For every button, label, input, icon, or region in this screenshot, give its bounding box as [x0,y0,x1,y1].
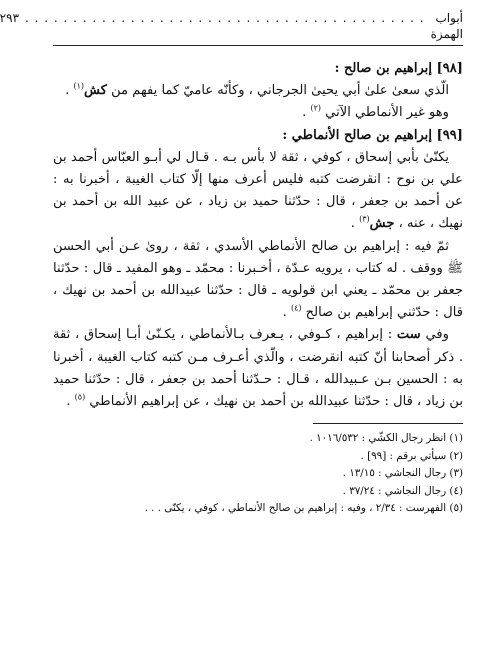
footnote-ref-1[interactable]: (١) [73,81,85,91]
entry-99-text-2: ثمّ فيه : إبراهيم بن صالح الأنماطي الأسدي ، ثقة ، روىٰ عـن أبي الحسن ﷺ ووقف . له كتاب ، يرويه عـدّة ، أخـبرنا : محمّد ـ وهو المفيد ـ قال : حدّثنا جعفر بن محمّد ـ يعني ابن قولويه ـ قال : حدّثنا عبيدالله بن أحمد بن نهيك ، قال : حدّثني إبراهيم بن صالح [53,238,463,321]
page-number: ٢٩٣ [0,11,20,25]
running-head [0,10,463,46]
running-head-leader-dots: . . . . . . . . . . . . . . . . . . . . . . . . . . . . . . . . . . . . . . . . . . [25,11,425,25]
entry-98-note-text: وهو غير الأنماطي الآتي [321,105,449,121]
main-text [53,58,463,413]
entry-99-end: . [66,394,75,410]
footnote-divider [313,423,463,424]
entry-99-source-jash: جش [369,216,395,232]
footnote-ref-5[interactable]: (٥) [74,392,86,402]
entry-99-heading: [٩٩] إبراهيم بن صالح الأنماطي : [282,127,463,143]
entry-98-heading: [٩٨] إبراهيم بن صالح : [334,61,463,76]
footnotes [53,430,463,518]
entry-99-paragraph-2: ثمّ فيه : إبراهيم بن صالح الأنماطي الأسدي ، ثقة ، روىٰ عـن أبي الحسن ﷺ ووقف . له كتاب ، يرويه عـدّة ، أخـبرنا : محمّد ـ وهو المفيد ـ قال : حدّثنا جعفر بن محمّد ـ يعني ابن قولويه ـ قال : حدّثنا عبيدالله بن أحمد بن نهيك ، قال : حدّثني إبراهيم بن صالح $^{(٤)}$ . [53,238,463,321]
footnote-ref-2[interactable]: (٢) [310,104,322,114]
entry-99-source-sat: ست [396,327,421,343]
page [0,10,463,650]
footnote-ref-3[interactable]: (٣) [359,215,370,225]
footnote-3: (٣) رجال النجاشي : ١٣/١٥ . [342,467,463,480]
footnote-ref-4[interactable]: (٤) [290,303,302,313]
footnote-2: (٢) سيأتي برقم : [٩٩] . [360,449,463,462]
entry-99-paragraph-3 [53,324,463,413]
footnote-5: (٥) الفهرست : ٢/٣٤ ، وفيه : إبراهيم بن صالح الأنماطي ، كوفي ، يكنّى . . . [144,502,463,515]
entry-98-note: وهو غير الأنماطي الآتي $^{(٢)}$ . [302,104,449,121]
entry-98-text: الّذي سعىٰ علىٰ أبي يحيىٰ الجرجاني ، وكأنّه عاميّ كما يفهم من [106,83,449,99]
entry-98-paragraph: الّذي سعىٰ علىٰ أبي يحيىٰ الجرجاني ، وكأنّه عاميّ كما يفهم من كش$^{(١)}$ . [65,81,449,99]
footnote-1: (١) انظر رجال الكشّي : ١٠١٦/٥٣٢ . [309,432,463,445]
entry-98-source-kash: كش [84,83,107,99]
entry-99-paragraph-1: يكنّىٰ بأبي إسحاق ، كوفي ، ثقة لا بأس بـه . قـال لي أبـو العبّاس أحمد بن علي بن نوح : انقرضت كتبه فليس أعرف منها إلّا كتاب الغيبة ، أخبرنا به : عن أحمد بن جعفر ، قال : حدّثنا حميد بن زياد ، عن عبيد الله بن أحمد بن نهيك ، عنه ، جش$^{(٣)}$ . [53,149,463,232]
entry-99-text-3-lead: وفي [420,327,449,343]
entry-99-text-1: يكنّىٰ بأبي إسحاق ، كوفي ، ثقة لا بأس بـه . قـال لي أبـو العبّاس أحمد بن علي بن نوح : انقرضت كتبه فليس أعرف منها إلّا كتاب الغيبة ، أخبرنا به : عن أحمد بن جعفر ، قال : حدّثنا حميد بن زياد ، عن عبيد الله بن أحمد بن نهيك ، عنه ، [53,149,463,232]
footnote-4: (٤) رجال النجاشي : ٣٧/٢٤ . [342,484,463,497]
running-head-title: أبواب الهمزة [430,11,463,41]
entry-99-text-3: : إبراهيم ، كـوفي ، يـعرف بـالأنماطي ، يكـنّىٰ أبـا إسحاق ، ثقة . ذكر أصحابنا أنّ كتبه انقرضت ، والّذي أعـرف مـن كتبه كتاب الغيبة ، أخبرنا به : الحسين بـن عـبيدالله ، قـال : حـدّثنا أحمد بن جعفر ، قال : حدّثنا حميد بن زياد ، قال : حدّثنا عبيدالله بن أحمد بن نهيك ، عن إبراهيم الأنماطي [53,327,463,410]
